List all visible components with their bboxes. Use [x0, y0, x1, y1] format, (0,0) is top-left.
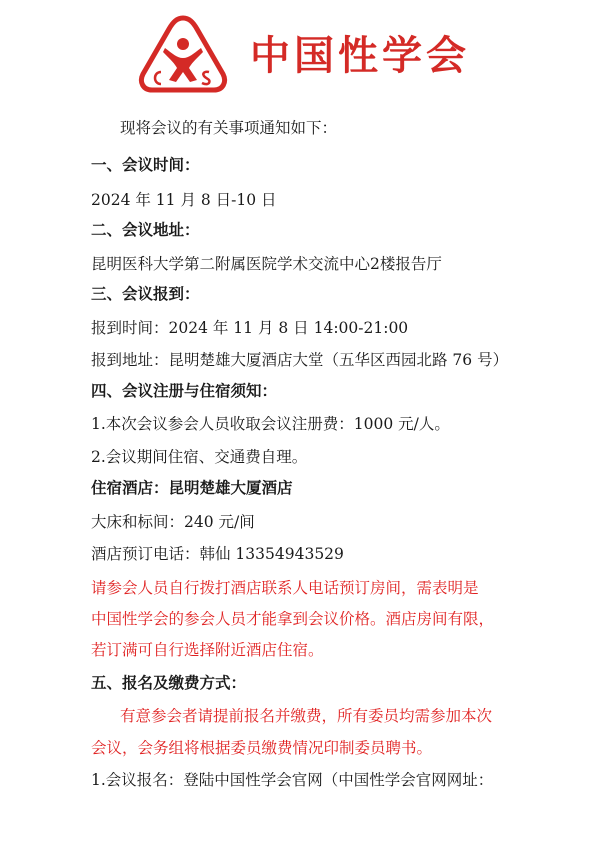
org-name: 中国性学会 [250, 32, 470, 79]
checkin-place: 报到地址：昆明楚雄大厦酒店大堂（五华区西园北路 76 号） [91, 351, 509, 369]
society-logo-icon [137, 14, 229, 96]
hotel-notice-line-3: 若订满可自行选择附近酒店住宿。 [91, 641, 324, 659]
hotel-price: 大床和标间：240 元/间 [91, 513, 255, 531]
registration-fee: 1.本次会议参会人员收取会议注册费：1000 元/人。 [91, 415, 450, 433]
section-4-heading: 四、会议注册与住宿须知： [91, 381, 278, 400]
hotel-phone: 酒店预订电话：韩仙 13354943529 [91, 545, 344, 563]
letterhead [0, 0, 600, 110]
meeting-date: 2024 年 11 月 8 日-10 日 [91, 191, 277, 209]
section-5-heading: 五、报名及缴费方式： [91, 673, 247, 692]
intro-text: 现将会议的有关事项通知如下： [120, 119, 338, 137]
signup-paragraph-line-2: 会议，会务组将根据委员缴费情况印制委员聘书。 [91, 739, 433, 757]
section-3-heading: 三、会议报到： [91, 284, 200, 303]
signup-paragraph-line-1: 有意参会者请提前报名并缴费，所有委员均需参加本次 [120, 707, 493, 725]
meeting-address: 昆明医科大学第二附属医院学术交流中心2楼报告厅 [91, 255, 442, 273]
section-2-heading: 二、会议地址： [91, 220, 200, 239]
checkin-time: 报到时间：2024 年 11 月 8 日 14:00-21:00 [91, 319, 409, 337]
signup-step-1: 1.会议报名：登陆中国性学会官网（中国性学会官网网址： [91, 771, 494, 789]
hotel-heading: 住宿酒店：昆明楚雄大厦酒店 [91, 478, 293, 497]
hotel-notice-line-1: 请参会人员自行拨打酒店联系人电话预订房间，需表明是 [91, 579, 479, 597]
hotel-notice-line-2: 中国性学会的参会人员才能拿到会议价格。酒店房间有限， [91, 610, 495, 628]
section-1-heading: 一、会议时间： [91, 155, 200, 174]
expense-note: 2.会议期间住宿、交通费自理。 [91, 448, 308, 466]
